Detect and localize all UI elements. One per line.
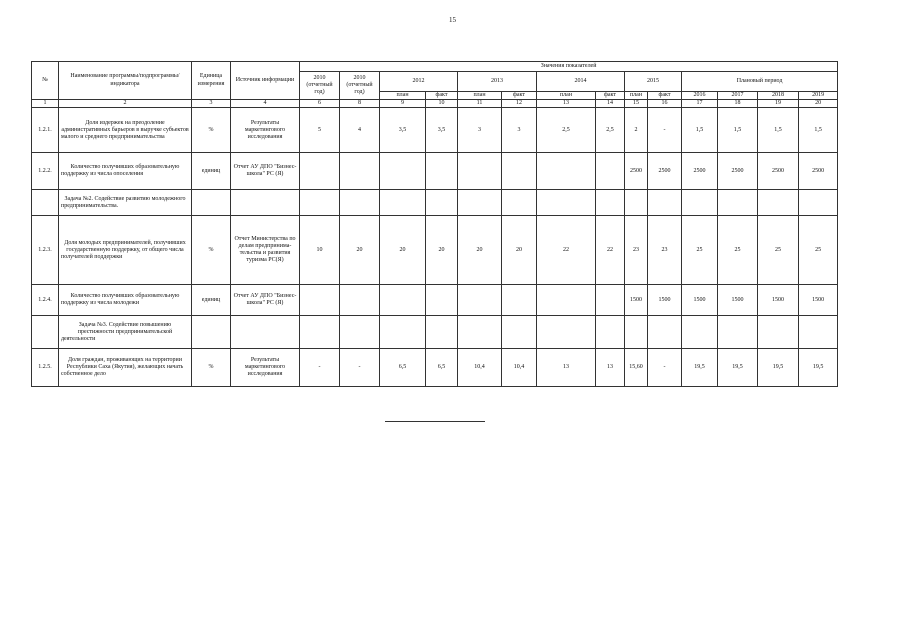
column-number: 9	[380, 100, 426, 108]
header-unit: Единица измерения	[192, 62, 231, 100]
value-cell	[426, 153, 458, 190]
header-2010-a: 2010 (отчетный год)	[300, 72, 340, 100]
page-number: 15	[449, 16, 456, 24]
empty-cell	[625, 190, 648, 216]
empty-cell	[300, 190, 340, 216]
indicator-source: Отчет Министерства по делам предпринима-тельства и развития туризма РС(Я)	[231, 216, 300, 285]
value-cell	[596, 153, 625, 190]
empty-cell	[192, 316, 231, 349]
column-number-row	[32, 100, 838, 108]
indicator-unit: %	[192, 349, 231, 387]
empty-cell	[682, 190, 718, 216]
value-cell: 3,5	[380, 108, 426, 153]
empty-cell	[380, 190, 426, 216]
row-number: 1.2.2.	[32, 153, 59, 190]
indicator-unit: %	[192, 108, 231, 153]
value-cell: 13	[596, 349, 625, 387]
header-2013: 2013	[458, 72, 537, 92]
empty-cell	[682, 316, 718, 349]
value-cell: 2,5	[596, 108, 625, 153]
value-cell: 19,5	[682, 349, 718, 387]
value-cell: 2,5	[537, 108, 596, 153]
header-2014: 2014	[537, 72, 625, 92]
header-fact: факт	[648, 92, 682, 100]
indicator-source: Результаты маркетингового исследования	[231, 349, 300, 387]
value-cell: -	[340, 349, 380, 387]
empty-cell	[758, 316, 799, 349]
empty-cell	[231, 190, 300, 216]
value-cell: 22	[537, 216, 596, 285]
value-cell	[340, 153, 380, 190]
row-number: 1.2.4.	[32, 285, 59, 316]
table-row	[32, 349, 838, 387]
empty-cell	[758, 190, 799, 216]
value-cell	[300, 285, 340, 316]
value-cell: 23	[648, 216, 682, 285]
value-cell: -	[300, 349, 340, 387]
value-cell	[380, 285, 426, 316]
header-num: №	[32, 62, 59, 100]
column-number: 19	[758, 100, 799, 108]
indicators-table	[31, 61, 838, 387]
header-2019: 2019	[799, 92, 838, 100]
indicator-name: Количество получивших образовательную поддержку из числа молодежи	[59, 285, 192, 316]
footnote-divider	[385, 421, 485, 422]
empty-cell	[340, 316, 380, 349]
value-cell: 22	[596, 216, 625, 285]
value-cell: 1,5	[799, 108, 838, 153]
header-2012: 2012	[380, 72, 458, 92]
column-number: 11	[458, 100, 502, 108]
indicator-name: Доля граждан, проживающих на территории Республики Саха (Якутия), желающих начать собственное дело	[59, 349, 192, 387]
indicator-name: Доля молодых предпринимателей, получивших государственную поддержку, от общего числа получателей поддержки	[59, 216, 192, 285]
value-cell: 23	[625, 216, 648, 285]
value-cell: 20	[380, 216, 426, 285]
column-number: 3	[192, 100, 231, 108]
table-row	[32, 216, 838, 285]
value-cell: 10,4	[458, 349, 502, 387]
row-number: 1.2.3.	[32, 216, 59, 285]
column-number: 14	[596, 100, 625, 108]
value-cell: 20	[340, 216, 380, 285]
value-cell	[596, 285, 625, 316]
value-cell: 1500	[799, 285, 838, 316]
empty-cell	[799, 190, 838, 216]
value-cell: 6,5	[380, 349, 426, 387]
value-cell: 5	[300, 108, 340, 153]
value-cell: 4	[340, 108, 380, 153]
value-cell	[502, 285, 537, 316]
indicator-source: Результаты маркетингового исследования	[231, 108, 300, 153]
indicator-name: Доля издержек на преодоление административных барьеров в выручке субъектов малого и среднего предпринимательства	[59, 108, 192, 153]
value-cell: 10	[300, 216, 340, 285]
value-cell: 2	[625, 108, 648, 153]
value-cell: 19,5	[718, 349, 758, 387]
value-cell	[537, 285, 596, 316]
value-cell: 2500	[648, 153, 682, 190]
value-cell	[458, 285, 502, 316]
value-cell: 13	[537, 349, 596, 387]
value-cell: 6,5	[426, 349, 458, 387]
indicator-source: Отчет АУ ДПО "Бизнес-школа" РС (Я)	[231, 285, 300, 316]
column-number: 4	[231, 100, 300, 108]
row-number-empty	[32, 316, 59, 349]
empty-cell	[300, 316, 340, 349]
column-number: 10	[426, 100, 458, 108]
value-cell: 1,5	[718, 108, 758, 153]
empty-cell	[231, 316, 300, 349]
empty-cell	[426, 316, 458, 349]
row-number-empty	[32, 190, 59, 216]
value-cell: 2500	[718, 153, 758, 190]
header-plan: план	[625, 92, 648, 100]
empty-cell	[718, 316, 758, 349]
value-cell: 2500	[625, 153, 648, 190]
value-cell: 25	[718, 216, 758, 285]
value-cell: -	[648, 108, 682, 153]
value-cell: 25	[799, 216, 838, 285]
empty-cell	[192, 190, 231, 216]
empty-cell	[596, 190, 625, 216]
table-row	[32, 153, 838, 190]
header-2010-b: 2010 (отчетный год)	[340, 72, 380, 100]
value-cell: 3,5	[426, 108, 458, 153]
empty-cell	[458, 190, 502, 216]
header-plan: план	[458, 92, 502, 100]
column-number: 15	[625, 100, 648, 108]
empty-cell	[718, 190, 758, 216]
value-cell: 1500	[758, 285, 799, 316]
empty-cell	[625, 316, 648, 349]
value-cell: 3	[458, 108, 502, 153]
indicator-source: Отчет АУ ДПО "Бизнес-школа" РС (Я)	[231, 153, 300, 190]
value-cell	[340, 285, 380, 316]
column-number: 8	[340, 100, 380, 108]
header-plan: план	[537, 92, 596, 100]
value-cell	[537, 153, 596, 190]
value-cell	[300, 153, 340, 190]
value-cell: 1,5	[682, 108, 718, 153]
value-cell: 1500	[718, 285, 758, 316]
empty-cell	[596, 316, 625, 349]
row-number: 1.2.5.	[32, 349, 59, 387]
value-cell: 3	[502, 108, 537, 153]
header-fact: факт	[596, 92, 625, 100]
value-cell: 25	[682, 216, 718, 285]
table-row	[32, 285, 838, 316]
column-number: 1	[32, 100, 59, 108]
column-number: 12	[502, 100, 537, 108]
value-cell: 20	[426, 216, 458, 285]
header-fact: факт	[426, 92, 458, 100]
value-cell: -	[648, 349, 682, 387]
header-fact: факт	[502, 92, 537, 100]
value-cell: 1500	[648, 285, 682, 316]
value-cell: 2500	[758, 153, 799, 190]
header-values-title: Значения показателей	[300, 62, 838, 72]
column-number: 13	[537, 100, 596, 108]
value-cell	[380, 153, 426, 190]
value-cell	[426, 285, 458, 316]
empty-cell	[426, 190, 458, 216]
task-row	[32, 190, 838, 216]
header-source: Источник информации	[231, 62, 300, 100]
value-cell: 19,5	[799, 349, 838, 387]
value-cell	[458, 153, 502, 190]
empty-cell	[458, 316, 502, 349]
value-cell: 20	[458, 216, 502, 285]
empty-cell	[502, 316, 537, 349]
task-name: Задача №2. Содействие развитию молодежного предпринимательства.	[59, 190, 192, 216]
empty-cell	[340, 190, 380, 216]
task-row	[32, 316, 838, 349]
value-cell: 15,60	[625, 349, 648, 387]
header-plan: план	[380, 92, 426, 100]
column-number: 2	[59, 100, 192, 108]
header-2015: 2015	[625, 72, 682, 92]
header-2017: 2017	[718, 92, 758, 100]
column-number: 20	[799, 100, 838, 108]
value-cell: 10,4	[502, 349, 537, 387]
empty-cell	[537, 190, 596, 216]
row-number: 1.2.1.	[32, 108, 59, 153]
value-cell: 20	[502, 216, 537, 285]
value-cell: 2500	[682, 153, 718, 190]
empty-cell	[380, 316, 426, 349]
indicator-unit: единиц	[192, 153, 231, 190]
indicator-name: Количество получивших образовательную поддержку из числа опоселения	[59, 153, 192, 190]
column-number: 17	[682, 100, 718, 108]
header-name: Наименование программы/подпрограммы/индикатора	[59, 62, 192, 100]
value-cell: 25	[758, 216, 799, 285]
value-cell: 1500	[625, 285, 648, 316]
empty-cell	[537, 316, 596, 349]
empty-cell	[502, 190, 537, 216]
header-2016: 2016	[682, 92, 718, 100]
indicator-unit: %	[192, 216, 231, 285]
empty-cell	[648, 316, 682, 349]
value-cell: 2500	[799, 153, 838, 190]
header-2018: 2018	[758, 92, 799, 100]
value-cell: 19,5	[758, 349, 799, 387]
task-name: Задача №3. Содействие повышению престижности предпринимательской деятельности	[59, 316, 192, 349]
column-number: 16	[648, 100, 682, 108]
value-cell: 1500	[682, 285, 718, 316]
empty-cell	[648, 190, 682, 216]
indicator-unit: единиц	[192, 285, 231, 316]
column-number: 18	[718, 100, 758, 108]
value-cell: 1,5	[758, 108, 799, 153]
value-cell	[502, 153, 537, 190]
empty-cell	[799, 316, 838, 349]
table-row	[32, 108, 838, 153]
column-number: 6	[300, 100, 340, 108]
header-planned-period: Плановый период	[682, 72, 838, 92]
